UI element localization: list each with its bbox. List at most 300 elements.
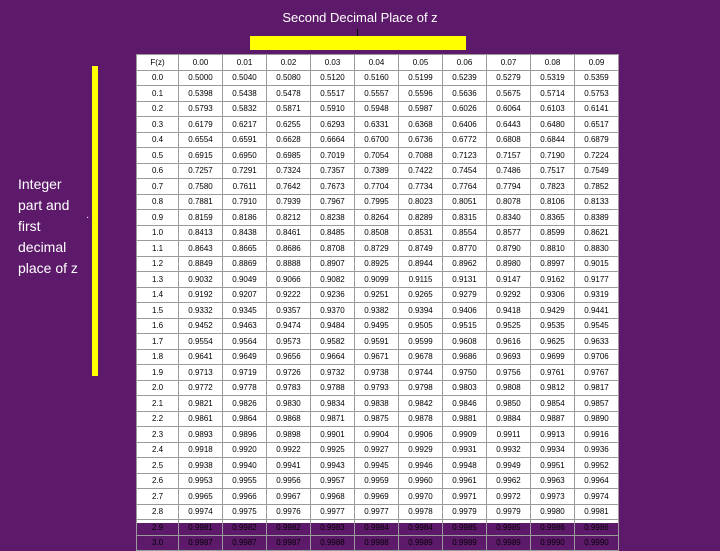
table-cell: 0.9686: [443, 349, 487, 365]
table-cell: 0.9082: [311, 272, 355, 288]
table-cell: 0.7580: [179, 179, 223, 195]
table-cell: 0.9932: [487, 442, 531, 458]
table-cell: 0.7734: [399, 179, 443, 195]
table-cell: 0.9177: [575, 272, 619, 288]
table-cell: 0.9564: [223, 334, 267, 350]
table-cell: 0.9265: [399, 287, 443, 303]
table-cell: 0.9987: [223, 535, 267, 551]
table-cell: 0.8485: [311, 225, 355, 241]
table-cell: 0.6331: [355, 117, 399, 133]
table-cell: 0.9968: [311, 489, 355, 505]
table-cell: 0.9332: [179, 303, 223, 319]
table-cell: 0.8907: [311, 256, 355, 272]
table-cell: 0.9904: [355, 427, 399, 443]
table-row: [137, 442, 619, 458]
table-cell: 0.9927: [355, 442, 399, 458]
table-cell: 0.8461: [267, 225, 311, 241]
table-cell: 0.9756: [487, 365, 531, 381]
table-cell: 0.9817: [575, 380, 619, 396]
table-cell: 0.9719: [223, 365, 267, 381]
table-cell: 0.8599: [531, 225, 575, 241]
row-z-label: 1.1: [137, 241, 179, 257]
header-col: 0.04: [355, 55, 399, 71]
table-cell: 0.8830: [575, 241, 619, 257]
table-cell: 0.5557: [355, 86, 399, 102]
table-cell: 0.9986: [575, 520, 619, 536]
table-cell: 0.9826: [223, 396, 267, 412]
table-cell: 0.9834: [311, 396, 355, 412]
header-col: 0.03: [311, 55, 355, 71]
row-z-label: 1.5: [137, 303, 179, 319]
table-cell: 0.9319: [575, 287, 619, 303]
table-cell: 0.9616: [487, 334, 531, 350]
table-header-row: [137, 55, 619, 71]
header-col: 0.07: [487, 55, 531, 71]
table-cell: 0.5832: [223, 101, 267, 117]
table-cell: 0.9798: [399, 380, 443, 396]
table-cell: 0.6443: [487, 117, 531, 133]
table-cell: 0.7823: [531, 179, 575, 195]
table-cell: 0.9989: [487, 535, 531, 551]
table-cell: 0.5120: [311, 70, 355, 86]
table-cell: 0.9236: [311, 287, 355, 303]
table-cell: 0.9913: [531, 427, 575, 443]
table-cell: 0.9938: [179, 458, 223, 474]
table-body: [137, 70, 619, 551]
table-cell: 0.9881: [443, 411, 487, 427]
table-cell: 0.9793: [355, 380, 399, 396]
table-row: [137, 132, 619, 148]
row-z-label: 2.6: [137, 473, 179, 489]
table-row: [137, 117, 619, 133]
table-row: [137, 86, 619, 102]
table-cell: 0.7939: [267, 194, 311, 210]
table-cell: 0.5398: [179, 86, 223, 102]
z-table: [136, 54, 619, 551]
table-cell: 0.9982: [223, 520, 267, 536]
table-cell: 0.8790: [487, 241, 531, 257]
table-cell: 0.9808: [487, 380, 531, 396]
table-cell: 0.9875: [355, 411, 399, 427]
table-cell: 0.8051: [443, 194, 487, 210]
table-cell: 0.8849: [179, 256, 223, 272]
table-cell: 0.9382: [355, 303, 399, 319]
table-cell: 0.9463: [223, 318, 267, 334]
table-cell: 0.9990: [531, 535, 575, 551]
table-cell: 0.9878: [399, 411, 443, 427]
table-cell: 0.9948: [443, 458, 487, 474]
table-cell: 0.9732: [311, 365, 355, 381]
table-cell: 0.9964: [575, 473, 619, 489]
table-cell: 0.8159: [179, 210, 223, 226]
header-fz: F(z): [137, 55, 179, 71]
table-cell: 0.9982: [267, 520, 311, 536]
table-cell: 0.6517: [575, 117, 619, 133]
table-cell: 0.9778: [223, 380, 267, 396]
table-cell: 0.5753: [575, 86, 619, 102]
table-cell: 0.7967: [311, 194, 355, 210]
table-cell: 0.9726: [267, 365, 311, 381]
table-cell: 0.9931: [443, 442, 487, 458]
table-cell: 0.9922: [267, 442, 311, 458]
table-cell: 0.9970: [399, 489, 443, 505]
table-cell: 0.9803: [443, 380, 487, 396]
table-cell: 0.7995: [355, 194, 399, 210]
header-col: 0.09: [575, 55, 619, 71]
table-cell: 0.6664: [311, 132, 355, 148]
table-cell: 0.5714: [531, 86, 575, 102]
table-cell: 0.8665: [223, 241, 267, 257]
header-col: 0.08: [531, 55, 575, 71]
table-cell: 0.9678: [399, 349, 443, 365]
side-label: Integer part and first decimal place of z: [18, 176, 78, 276]
row-z-label: 2.2: [137, 411, 179, 427]
table-cell: 0.9934: [531, 442, 575, 458]
table-cell: 0.9988: [355, 535, 399, 551]
table-cell: 0.8212: [267, 210, 311, 226]
table-cell: 0.9959: [355, 473, 399, 489]
table-cell: 0.9441: [575, 303, 619, 319]
table-cell: 0.9656: [267, 349, 311, 365]
table-cell: 0.9066: [267, 272, 311, 288]
table-cell: 0.8869: [223, 256, 267, 272]
table-cell: 0.8186: [223, 210, 267, 226]
table-cell: 0.7764: [443, 179, 487, 195]
table-cell: 0.9222: [267, 287, 311, 303]
table-cell: 0.9850: [487, 396, 531, 412]
table-cell: 0.9945: [355, 458, 399, 474]
table-cell: 0.9941: [267, 458, 311, 474]
table-cell: 0.9738: [355, 365, 399, 381]
table-cell: 0.7123: [443, 148, 487, 164]
table-cell: 0.9936: [575, 442, 619, 458]
table-cell: 0.6736: [399, 132, 443, 148]
table-row: [137, 163, 619, 179]
table-row: [137, 520, 619, 536]
table-cell: 0.6554: [179, 132, 223, 148]
row-z-label: 2.1: [137, 396, 179, 412]
table-row: [137, 70, 619, 86]
row-z-label: 1.8: [137, 349, 179, 365]
table-cell: 0.9989: [399, 535, 443, 551]
table-cell: 0.6480: [531, 117, 575, 133]
table-cell: 0.9706: [575, 349, 619, 365]
table-cell: 0.8962: [443, 256, 487, 272]
table-cell: 0.7389: [355, 163, 399, 179]
table-cell: 0.8621: [575, 225, 619, 241]
table-cell: 0.6950: [223, 148, 267, 164]
table-row: [137, 535, 619, 551]
table-cell: 0.7549: [575, 163, 619, 179]
table-cell: 0.9929: [399, 442, 443, 458]
row-z-label: 2.4: [137, 442, 179, 458]
table-cell: 0.9032: [179, 272, 223, 288]
row-z-label: 1.0: [137, 225, 179, 241]
table-row: [137, 287, 619, 303]
row-z-label: 1.3: [137, 272, 179, 288]
table-cell: 0.9788: [311, 380, 355, 396]
table-cell: 0.9582: [311, 334, 355, 350]
z-table-container: [136, 54, 619, 548]
table-cell: 0.9418: [487, 303, 531, 319]
table-cell: 0.8133: [575, 194, 619, 210]
table-cell: 0.6808: [487, 132, 531, 148]
table-cell: 0.6179: [179, 117, 223, 133]
table-cell: 0.9977: [355, 504, 399, 520]
table-cell: 0.6103: [531, 101, 575, 117]
table-cell: 0.7454: [443, 163, 487, 179]
table-cell: 0.8078: [487, 194, 531, 210]
table-cell: 0.9979: [443, 504, 487, 520]
table-cell: 0.9515: [443, 318, 487, 334]
table-cell: 0.7852: [575, 179, 619, 195]
table-cell: 0.7517: [531, 163, 575, 179]
table-cell: 0.8643: [179, 241, 223, 257]
table-cell: 0.7422: [399, 163, 443, 179]
table-cell: 0.9474: [267, 318, 311, 334]
row-z-label: 0.3: [137, 117, 179, 133]
table-cell: 0.8554: [443, 225, 487, 241]
table-cell: 0.9973: [531, 489, 575, 505]
table-cell: 0.9525: [487, 318, 531, 334]
table-cell: 0.9974: [179, 504, 223, 520]
table-cell: 0.9554: [179, 334, 223, 350]
table-cell: 0.9838: [355, 396, 399, 412]
table-cell: 0.9207: [223, 287, 267, 303]
table-cell: 0.5080: [267, 70, 311, 86]
header-col: 0.05: [399, 55, 443, 71]
row-z-label: 2.0: [137, 380, 179, 396]
table-cell: 0.9972: [487, 489, 531, 505]
table-cell: 0.9963: [531, 473, 575, 489]
table-cell: 0.8106: [531, 194, 575, 210]
table-row: [137, 241, 619, 257]
table-cell: 0.7881: [179, 194, 223, 210]
row-z-label: 2.9: [137, 520, 179, 536]
table-cell: 0.9251: [355, 287, 399, 303]
table-cell: 0.9981: [179, 520, 223, 536]
table-cell: 0.6064: [487, 101, 531, 117]
table-cell: 0.8686: [267, 241, 311, 257]
table-cell: 0.5279: [487, 70, 531, 86]
table-cell: 0.5636: [443, 86, 487, 102]
table-cell: 0.9868: [267, 411, 311, 427]
table-cell: 0.9960: [399, 473, 443, 489]
table-cell: 0.8365: [531, 210, 575, 226]
table-cell: 0.7324: [267, 163, 311, 179]
table-cell: 0.5517: [311, 86, 355, 102]
table-cell: 0.9976: [267, 504, 311, 520]
table-cell: 0.5040: [223, 70, 267, 86]
table-cell: 0.8438: [223, 225, 267, 241]
table-cell: 0.9966: [223, 489, 267, 505]
table-row: [137, 489, 619, 505]
table-cell: 0.9871: [311, 411, 355, 427]
table-cell: 0.8708: [311, 241, 355, 257]
table-cell: 0.6985: [267, 148, 311, 164]
table-cell: 0.9429: [531, 303, 575, 319]
table-cell: 0.9955: [223, 473, 267, 489]
table-cell: 0.9854: [531, 396, 575, 412]
table-cell: 0.8340: [487, 210, 531, 226]
table-cell: 0.9394: [399, 303, 443, 319]
table-cell: 0.9345: [223, 303, 267, 319]
table-cell: 0.9980: [531, 504, 575, 520]
table-cell: 0.5478: [267, 86, 311, 102]
table-cell: 0.8770: [443, 241, 487, 257]
table-cell: 0.8577: [487, 225, 531, 241]
table-cell: 0.9920: [223, 442, 267, 458]
table-cell: 0.9744: [399, 365, 443, 381]
table-row: [137, 101, 619, 117]
table-cell: 0.9984: [399, 520, 443, 536]
header-col: 0.00: [179, 55, 223, 71]
table-cell: 0.6628: [267, 132, 311, 148]
table-row: [137, 349, 619, 365]
table-title: Second Decimal Place of z: [282, 10, 438, 25]
table-cell: 0.6700: [355, 132, 399, 148]
table-cell: 0.9988: [311, 535, 355, 551]
row-z-label: 1.6: [137, 318, 179, 334]
header-col: 0.06: [443, 55, 487, 71]
table-cell: 0.8531: [399, 225, 443, 241]
table-cell: 0.7642: [267, 179, 311, 195]
table-cell: 0.9925: [311, 442, 355, 458]
row-z-label: 0.9: [137, 210, 179, 226]
row-z-label: 0.4: [137, 132, 179, 148]
table-cell: 0.7611: [223, 179, 267, 195]
table-cell: 0.7794: [487, 179, 531, 195]
table-cell: 0.5793: [179, 101, 223, 117]
table-cell: 0.9699: [531, 349, 575, 365]
table-row: [137, 380, 619, 396]
table-cell: 0.9573: [267, 334, 311, 350]
table-cell: 0.6915: [179, 148, 223, 164]
table-row: [137, 272, 619, 288]
table-cell: 0.9505: [399, 318, 443, 334]
table-cell: 0.5359: [575, 70, 619, 86]
table-cell: 0.9983: [311, 520, 355, 536]
table-cell: 0.6255: [267, 117, 311, 133]
row-z-label: 1.7: [137, 334, 179, 350]
table-cell: 0.9975: [223, 504, 267, 520]
row-z-label: 0.7: [137, 179, 179, 195]
table-cell: 0.8944: [399, 256, 443, 272]
table-cell: 0.9898: [267, 427, 311, 443]
table-cell: 0.9985: [443, 520, 487, 536]
table-row: [137, 210, 619, 226]
table-cell: 0.9452: [179, 318, 223, 334]
table-cell: 0.9649: [223, 349, 267, 365]
table-cell: 0.9943: [311, 458, 355, 474]
table-cell: 0.9633: [575, 334, 619, 350]
table-cell: 0.9772: [179, 380, 223, 396]
table-cell: 0.5239: [443, 70, 487, 86]
row-z-label: 0.2: [137, 101, 179, 117]
table-cell: 0.7157: [487, 148, 531, 164]
table-cell: 0.5596: [399, 86, 443, 102]
table-row: [137, 473, 619, 489]
table-cell: 0.9911: [487, 427, 531, 443]
table-row: [137, 225, 619, 241]
table-cell: 0.9985: [487, 520, 531, 536]
table-cell: 0.9952: [575, 458, 619, 474]
table-cell: 0.8238: [311, 210, 355, 226]
table-cell: 0.9641: [179, 349, 223, 365]
table-cell: 0.5438: [223, 86, 267, 102]
table-cell: 0.9406: [443, 303, 487, 319]
table-cell: 0.5910: [311, 101, 355, 117]
table-cell: 0.9884: [487, 411, 531, 427]
table-cell: 0.9857: [575, 396, 619, 412]
row-z-label: 1.2: [137, 256, 179, 272]
header-col: 0.01: [223, 55, 267, 71]
table-cell: 0.7673: [311, 179, 355, 195]
table-cell: 0.6879: [575, 132, 619, 148]
table-cell: 0.9887: [531, 411, 575, 427]
table-row: [137, 179, 619, 195]
table-cell: 0.9821: [179, 396, 223, 412]
row-z-label: 0.8: [137, 194, 179, 210]
table-row: [137, 458, 619, 474]
row-z-label: 0.0: [137, 70, 179, 86]
table-row: [137, 411, 619, 427]
table-row: [137, 256, 619, 272]
table-cell: 0.9987: [267, 535, 311, 551]
table-cell: 0.9990: [575, 535, 619, 551]
row-z-label: 3.0: [137, 535, 179, 551]
row-z-label: 0.5: [137, 148, 179, 164]
table-cell: 0.9162: [531, 272, 575, 288]
table-cell: 0.8980: [487, 256, 531, 272]
table-cell: 0.5199: [399, 70, 443, 86]
table-cell: 0.6141: [575, 101, 619, 117]
table-cell: 0.9842: [399, 396, 443, 412]
table-cell: 0.9664: [311, 349, 355, 365]
table-cell: 0.8023: [399, 194, 443, 210]
table-row: [137, 318, 619, 334]
table-cell: 0.7910: [223, 194, 267, 210]
row-z-label: 0.6: [137, 163, 179, 179]
row-z-label: 2.5: [137, 458, 179, 474]
table-cell: 0.9292: [487, 287, 531, 303]
table-cell: 0.9901: [311, 427, 355, 443]
table-cell: 0.9896: [223, 427, 267, 443]
table-cell: 0.5987: [399, 101, 443, 117]
table-cell: 0.5871: [267, 101, 311, 117]
table-cell: 0.9370: [311, 303, 355, 319]
table-cell: 0.5319: [531, 70, 575, 86]
table-cell: 0.9767: [575, 365, 619, 381]
table-cell: 0.9890: [575, 411, 619, 427]
row-z-label: 1.9: [137, 365, 179, 381]
table-cell: 0.9625: [531, 334, 575, 350]
table-cell: 0.8997: [531, 256, 575, 272]
side-highlight-bar: [92, 66, 98, 376]
row-z-label: 2.3: [137, 427, 179, 443]
table-cell: 0.6772: [443, 132, 487, 148]
table-row: [137, 303, 619, 319]
table-cell: 0.7190: [531, 148, 575, 164]
table-row: [137, 504, 619, 520]
table-cell: 0.5948: [355, 101, 399, 117]
table-row: [137, 365, 619, 381]
table-cell: 0.6217: [223, 117, 267, 133]
table-cell: 0.6591: [223, 132, 267, 148]
table-cell: 0.8508: [355, 225, 399, 241]
table-cell: 0.9961: [443, 473, 487, 489]
table-cell: 0.9671: [355, 349, 399, 365]
